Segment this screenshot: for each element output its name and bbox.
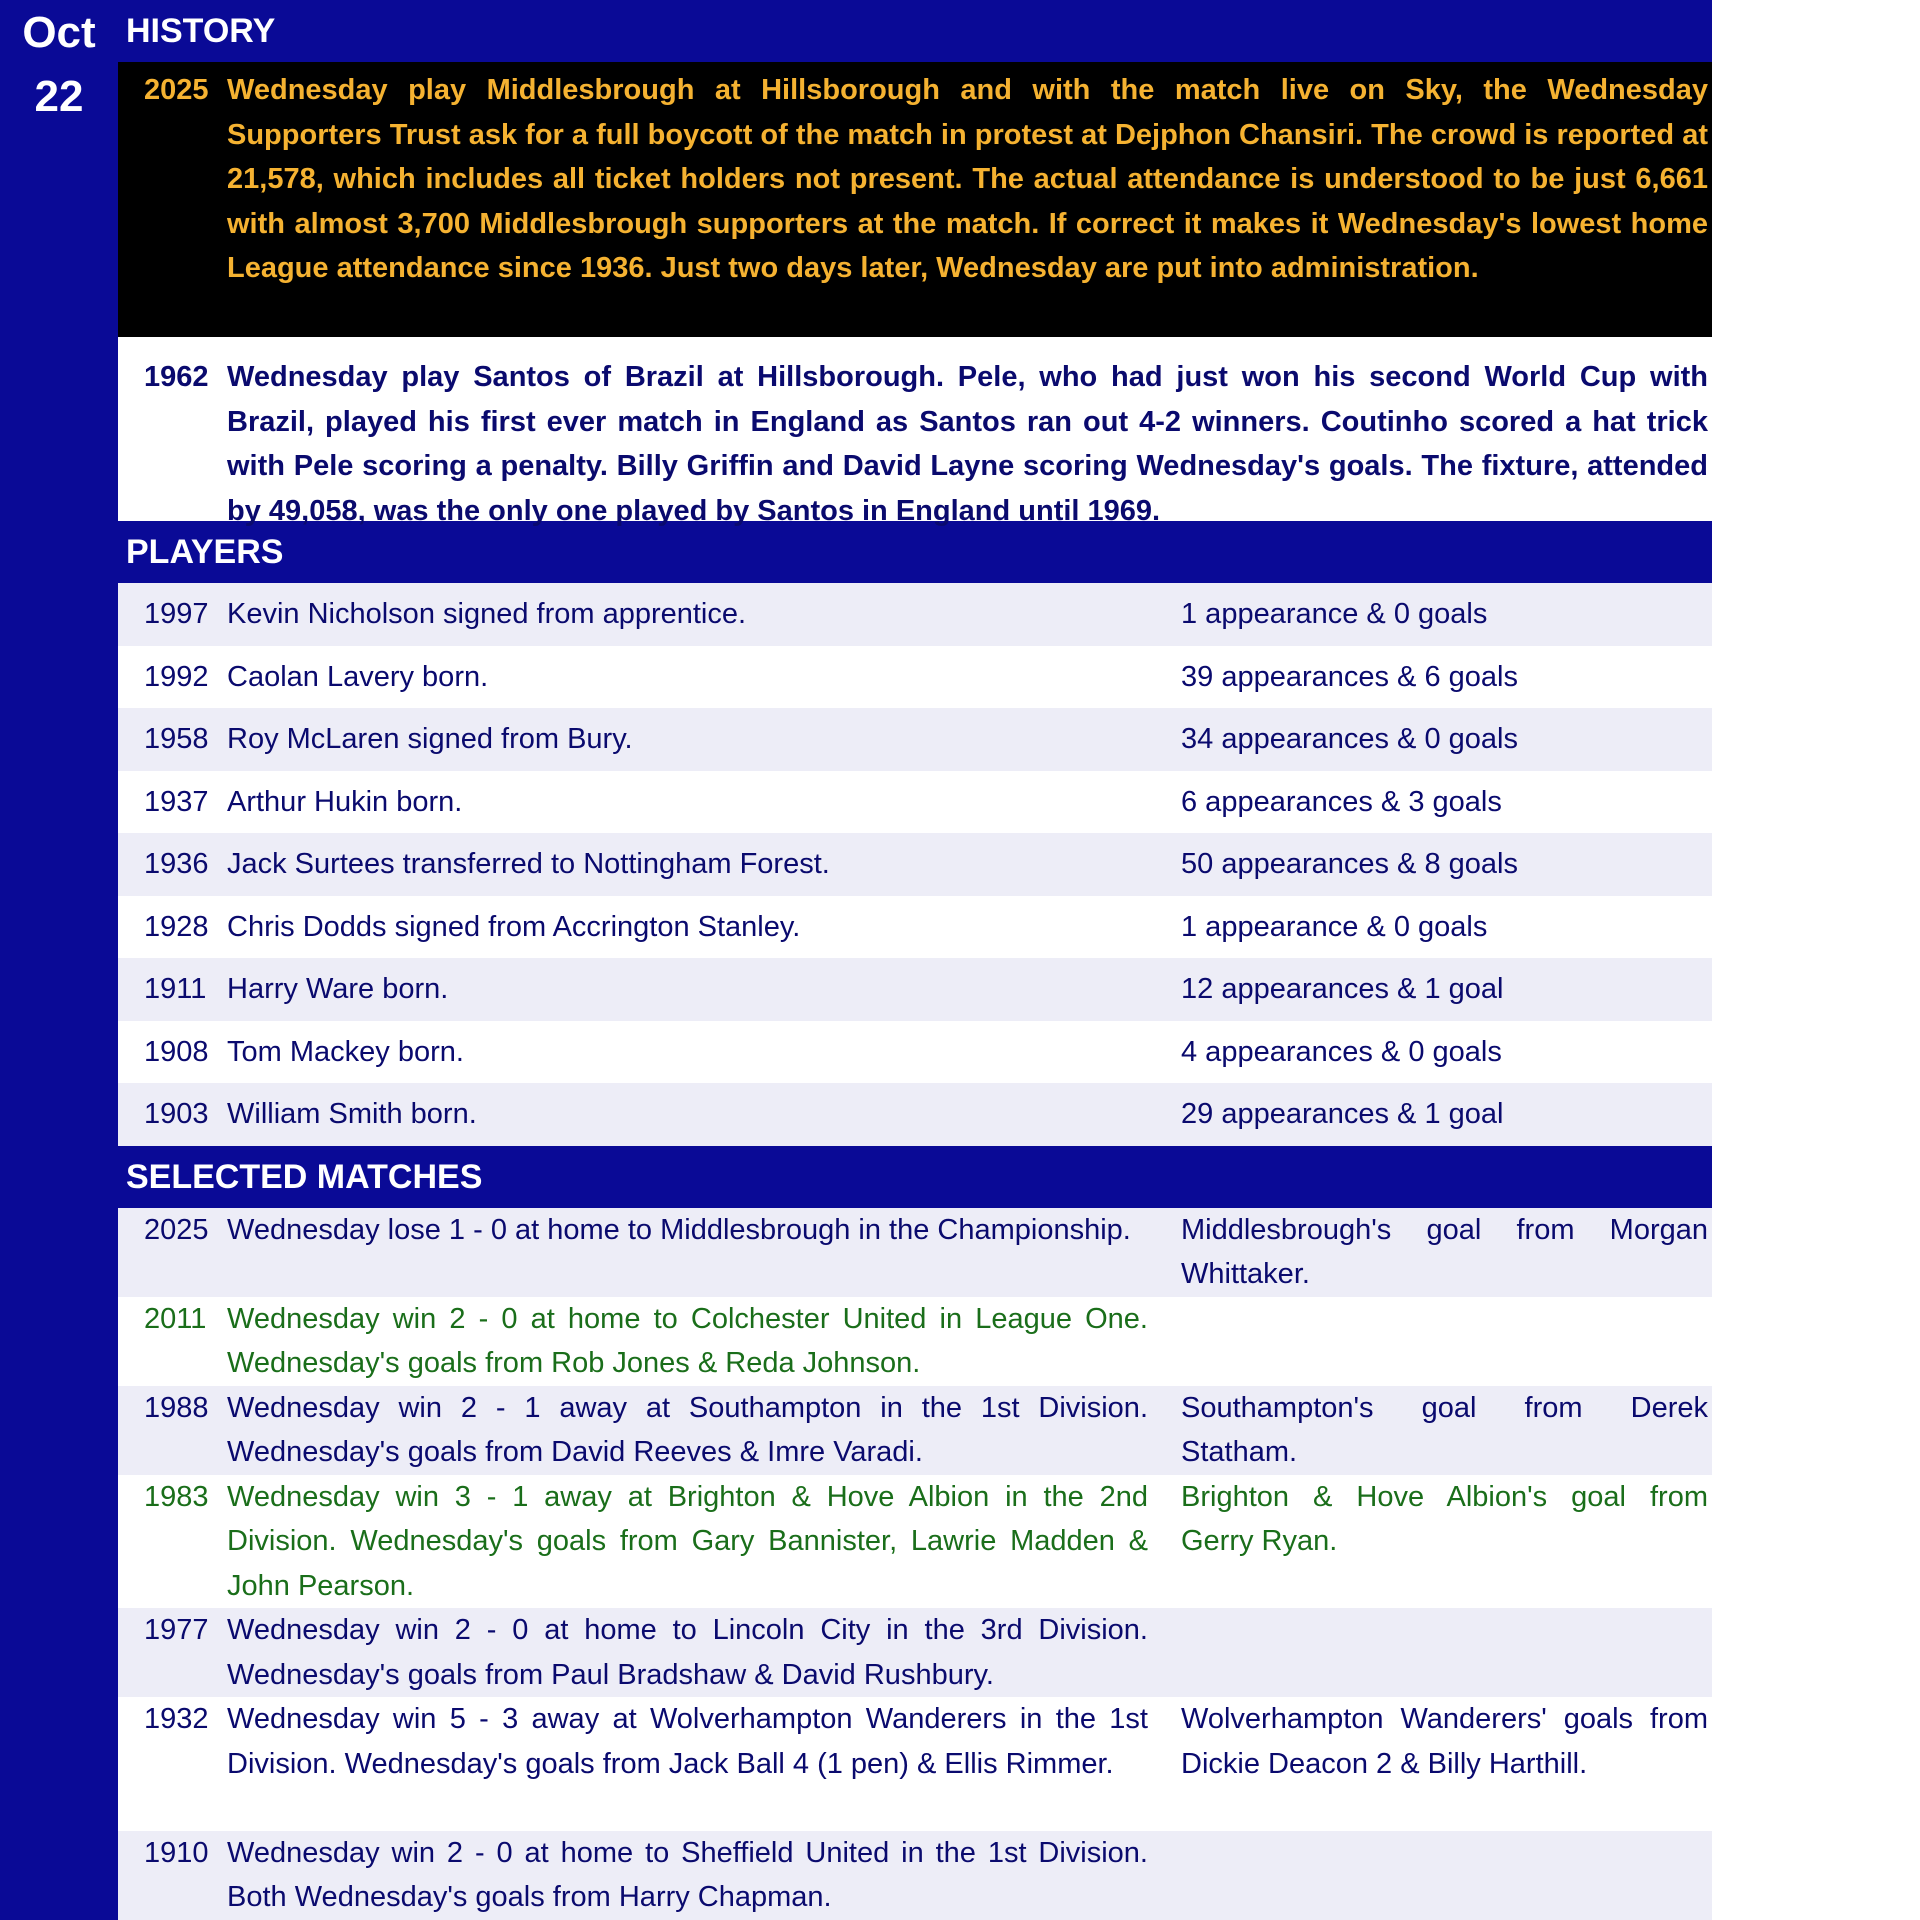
player-year: 1958 (144, 723, 209, 755)
match-row (118, 1208, 1712, 1297)
player-row (118, 1083, 1712, 1146)
player-text: Caolan Lavery born. (227, 660, 489, 693)
match-year: 2011 (144, 1302, 207, 1335)
player-row (118, 708, 1712, 771)
player-row (118, 771, 1712, 834)
date-sidebar (0, 0, 118, 1920)
date-month: Oct (22, 8, 96, 57)
match-row (118, 1475, 1712, 1609)
date-day: 22 (34, 72, 84, 121)
player-row (118, 833, 1712, 896)
match-row (118, 1697, 1712, 1831)
player-text: William Smith born. (227, 1098, 477, 1130)
player-stats: 6 appearances & 3 goals (1181, 785, 1502, 818)
history-year: 2025 (144, 74, 209, 106)
history-text: Wednesday play Santos of Brazil at Hillsborough. Pele, who had just won his second World Cup with Brazil, played his first ever match in England as Santos ran out 4-2 winners. Coutinho scored a hat trick with Pele scoring a penalty. Billy Griffin and David Layne scoring Wednesday's goals. The fixture, attended by 49,058, was the only one played by Santos in England until 1969. (227, 361, 1708, 527)
match-note: Middlesbrough's goal from Morgan Whittaker. (1181, 1213, 1708, 1290)
player-stats: 34 appearances & 0 goals (1181, 723, 1518, 755)
player-row (118, 646, 1712, 709)
player-text: Roy McLaren signed from Bury. (227, 723, 633, 755)
match-text: Wednesday win 2 - 1 away at Southampton in the 1st Division. Wednesday's goals from David Reeves & Imre Varadi. (227, 1391, 1148, 1468)
player-year: 1911 (144, 973, 207, 1005)
player-year: 1937 (144, 785, 209, 818)
match-text: Wednesday win 2 - 0 at home to Colchester United in League One. Wednesday's goals from Rob Jones & Reda Johnson. (227, 1302, 1148, 1379)
player-text: Arthur Hukin born. (227, 785, 463, 818)
match-note: Brighton & Hove Albion's goal from Gerry Ryan. (1181, 1480, 1708, 1557)
player-year: 1936 (144, 848, 209, 880)
history-header: HISTORY (118, 0, 1712, 62)
player-text: Chris Dodds signed from Accrington Stanley. (227, 910, 801, 943)
history-year: 1962 (144, 361, 209, 393)
match-year: 1988 (144, 1391, 209, 1424)
match-text: Wednesday lose 1 - 0 at home to Middlesbrough in the Championship. (227, 1213, 1131, 1246)
player-row (118, 958, 1712, 1021)
history-entry (118, 62, 1712, 337)
player-year: 1992 (144, 660, 209, 693)
match-year: 2025 (144, 1213, 209, 1246)
player-year: 1903 (144, 1098, 209, 1130)
main-content (118, 0, 1712, 1920)
match-year: 1977 (144, 1614, 209, 1646)
player-row (118, 1021, 1712, 1084)
player-stats: 1 appearance & 0 goals (1181, 598, 1488, 630)
match-row (118, 1608, 1712, 1697)
match-row (118, 1386, 1712, 1475)
player-row (118, 583, 1712, 646)
player-stats: 50 appearances & 8 goals (1181, 848, 1518, 880)
match-note: Southampton's goal from Derek Statham. (1181, 1391, 1708, 1468)
player-stats: 1 appearance & 0 goals (1181, 910, 1488, 943)
match-text: Wednesday win 3 - 1 away at Brighton & Hove Albion in the 2nd Division. Wednesday's goals from Gary Bannister, Lawrie Madden & John Pearson. (227, 1480, 1148, 1602)
player-text: Tom Mackey born. (227, 1035, 464, 1068)
match-text: Wednesday win 2 - 0 at home to Lincoln City in the 3rd Division. Wednesday's goals from Paul Bradshaw & David Rushbury. (227, 1614, 1148, 1691)
match-row (118, 1297, 1712, 1386)
history-entry (118, 337, 1712, 527)
player-row (118, 896, 1712, 959)
history-text: Wednesday play Middlesbrough at Hillsborough and with the match live on Sky, the Wednesday Supporters Trust ask for a full boycott of the match in protest at Dejphon Chansiri. The crowd is reported at 21,578, which includes all ticket holders not present. The actual attendance is understood to be just 6,661 with almost 3,700 Middlesbrough supporters at the match. If correct it makes it Wednesday's lowest home League attendance since 1936. Just two days later, Wednesday are put into administration. (227, 74, 1708, 284)
players-header: PLAYERS (118, 521, 1712, 583)
matches-header: SELECTED MATCHES (118, 1146, 1712, 1208)
player-text: Jack Surtees transferred to Nottingham Forest. (227, 848, 830, 880)
player-stats: 12 appearances & 1 goal (1181, 973, 1504, 1005)
match-text: Wednesday win 5 - 3 away at Wolverhampton Wanderers in the 1st Division. Wednesday's goals from Jack Ball 4 (1 pen) & Ellis Rimmer. (227, 1703, 1148, 1780)
player-stats: 4 appearances & 0 goals (1181, 1035, 1502, 1068)
match-text: Wednesday win 2 - 0 at home to Sheffield United in the 1st Division. Both Wednesday's goals from Harry Chapman. (227, 1836, 1148, 1913)
match-note: Wolverhampton Wanderers' goals from Dickie Deacon 2 & Billy Harthill. (1181, 1703, 1708, 1780)
player-year: 1908 (144, 1035, 209, 1068)
player-year: 1997 (144, 598, 209, 630)
match-year: 1910 (144, 1836, 209, 1869)
match-year: 1983 (144, 1480, 209, 1513)
player-stats: 39 appearances & 6 goals (1181, 660, 1518, 693)
player-text: Kevin Nicholson signed from apprentice. (227, 598, 747, 630)
match-row (118, 1831, 1712, 1920)
player-year: 1928 (144, 910, 209, 943)
player-stats: 29 appearances & 1 goal (1181, 1098, 1504, 1130)
page-margin (1712, 0, 1920, 1920)
match-year: 1932 (144, 1703, 209, 1735)
player-text: Harry Ware born. (227, 973, 449, 1005)
